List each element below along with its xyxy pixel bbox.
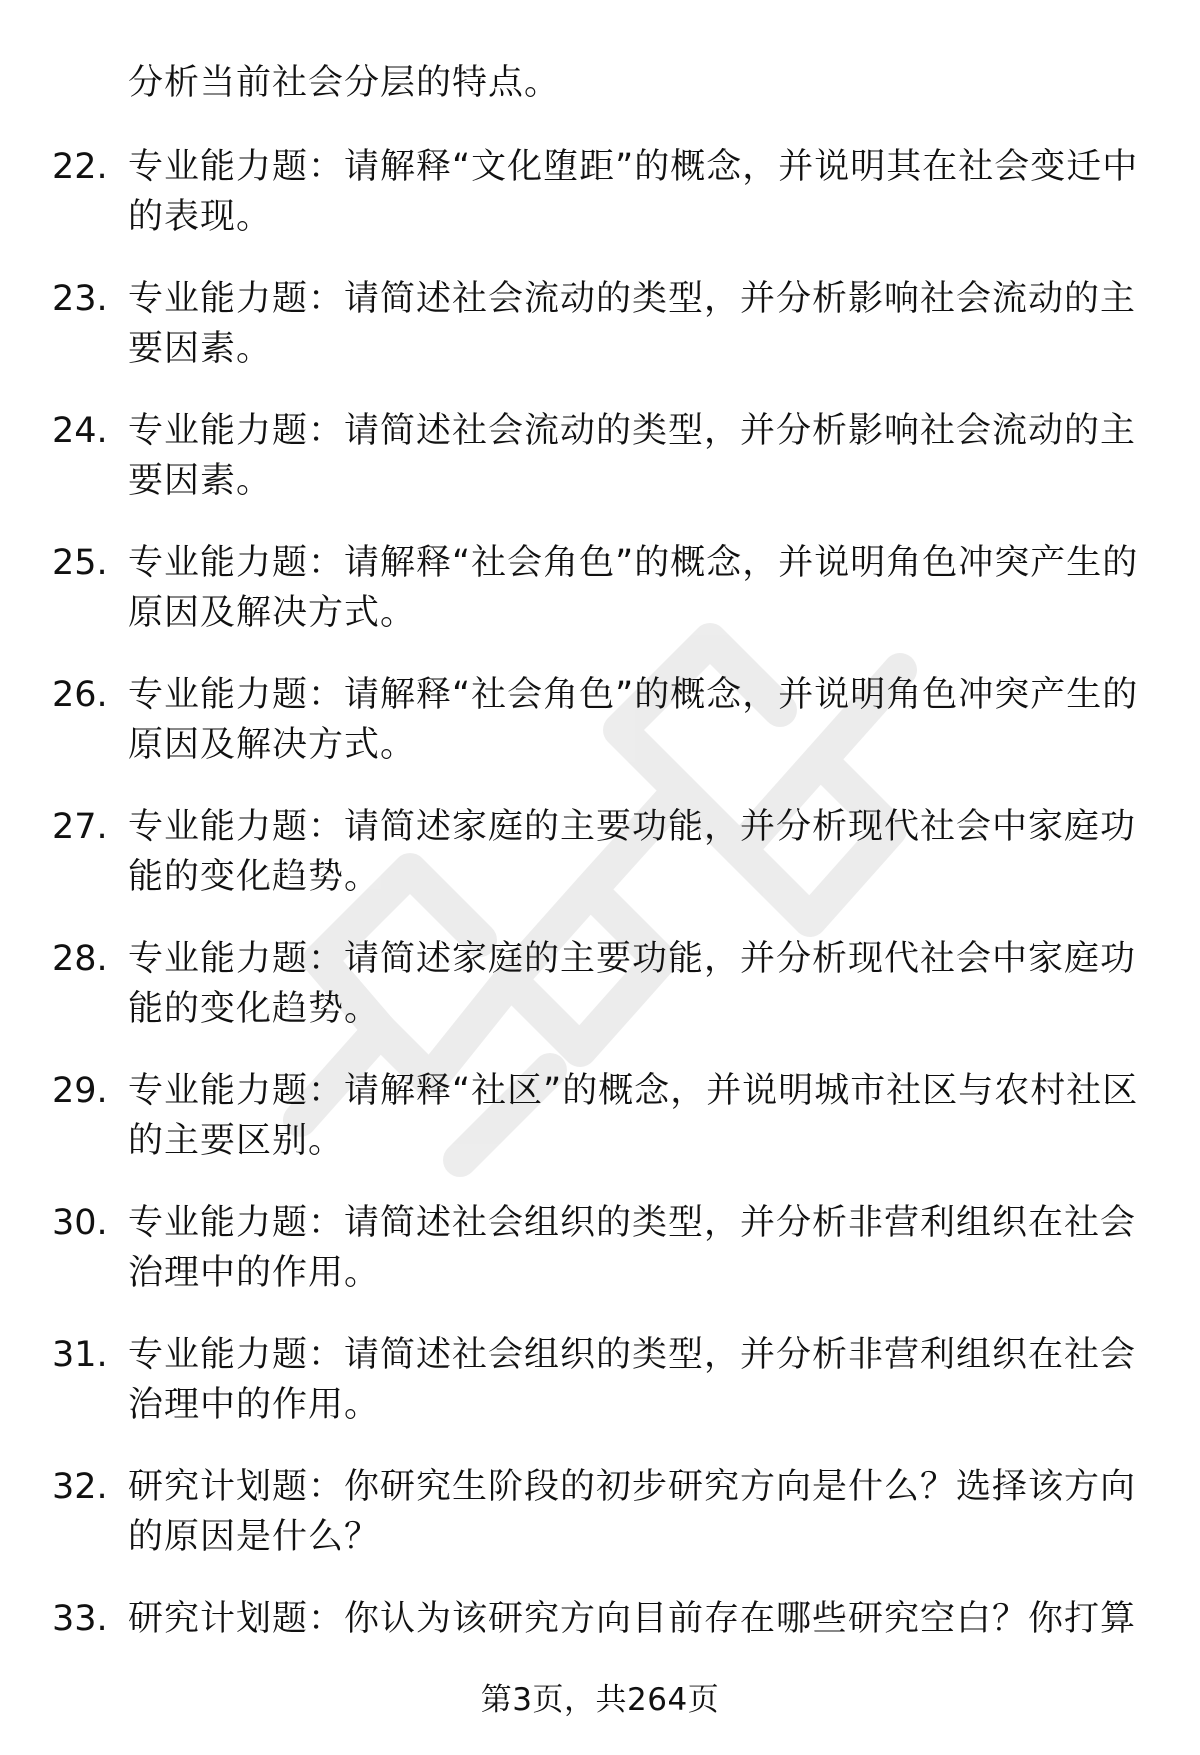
question-item [0, 670, 1200, 802]
question-number: 29. [52, 1071, 108, 1111]
question-number: 30. [52, 1203, 108, 1243]
question-item [0, 142, 1200, 274]
question-text: 专业能力题：请解释“社会角色”的概念，并说明角色冲突产生的原因及解决方式。 [128, 543, 1139, 633]
question-item [0, 538, 1200, 670]
question-item [0, 274, 1200, 406]
question-text: 专业能力题：请解释“社区”的概念，并说明城市社区与农村社区的主要区别。 [128, 1071, 1139, 1161]
question-number: 28. [52, 939, 108, 979]
question-number: 23. [52, 279, 108, 319]
question-item [0, 934, 1200, 1066]
question-text: 专业能力题：请简述家庭的主要功能，并分析现代社会中家庭功能的变化趋势。 [128, 807, 1137, 897]
question-number: 31. [52, 1335, 108, 1375]
question-item [0, 406, 1200, 538]
question-number: 25. [52, 543, 108, 583]
question-item [0, 1330, 1200, 1462]
question-text: 专业能力题：请简述社会流动的类型，并分析影响社会流动的主要因素。 [128, 411, 1137, 501]
question-item [0, 1198, 1200, 1330]
question-item [0, 1066, 1200, 1198]
question-text: 研究计划题：你研究生阶段的初步研究方向是什么？选择该方向的原因是什么？ [128, 1467, 1137, 1557]
question-text: 专业能力题：请简述家庭的主要功能，并分析现代社会中家庭功能的变化趋势。 [128, 939, 1137, 1029]
question-text: 研究计划题：你认为该研究方向目前存在哪些研究空白？你打算 [128, 1599, 1137, 1639]
question-item [0, 1462, 1200, 1594]
question-text: 专业能力题：请简述社会组织的类型，并分析非营利组织在社会治理中的作用。 [128, 1203, 1137, 1293]
continuation-line: 分析当前社会分层的特点。 [128, 63, 561, 103]
question-number: 26. [52, 675, 108, 715]
question-text: 专业能力题：请简述社会流动的类型，并分析影响社会流动的主要因素。 [128, 279, 1137, 369]
question-number: 32. [52, 1467, 108, 1507]
question-item [0, 802, 1200, 934]
question-text: 专业能力题：请简述社会组织的类型，并分析非营利组织在社会治理中的作用。 [128, 1335, 1137, 1425]
question-number: 33. [52, 1599, 108, 1639]
question-text: 专业能力题：请解释“社会角色”的概念，并说明角色冲突产生的原因及解决方式。 [128, 675, 1139, 765]
question-number: 22. [52, 147, 108, 187]
question-list [0, 142, 1200, 1726]
question-number: 24. [52, 411, 108, 451]
question-number: 27. [52, 807, 108, 847]
question-text: 专业能力题：请解释“文化堕距”的概念，并说明其在社会变迁中的表现。 [128, 147, 1139, 237]
page-footer: 第3页，共264页 [480, 1682, 720, 1718]
